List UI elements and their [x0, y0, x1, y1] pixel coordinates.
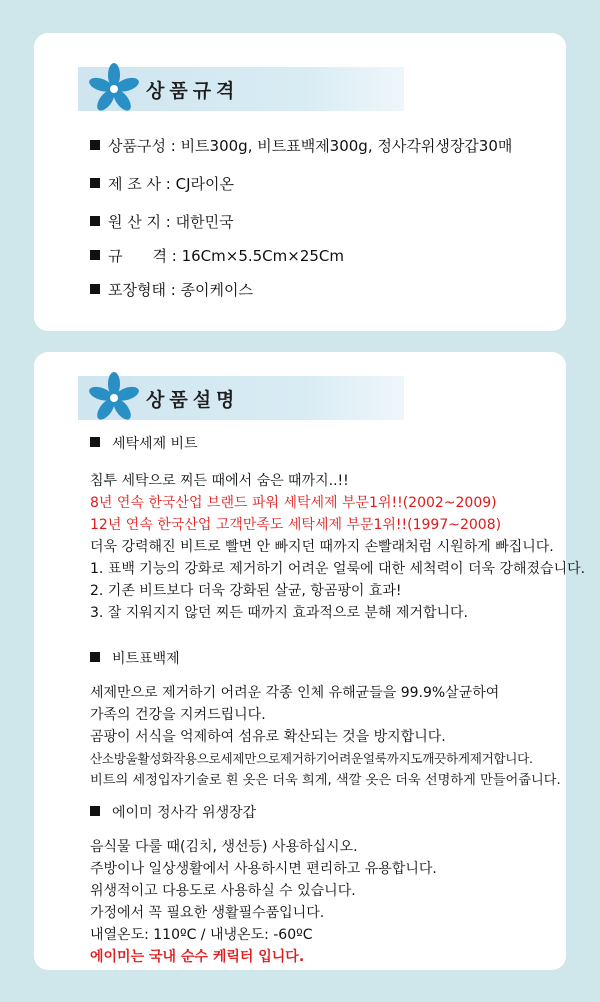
- product-desc-bleach: [90, 682, 561, 792]
- spec-row-composition: 상품구성 : 비트300g, 비트표백제300g, 정사각위생장갑30매: [90, 135, 512, 156]
- spec-label: 상품구성: [108, 137, 166, 155]
- desc-line: 가정에서 꼭 필요한 생활필수품입니다.: [90, 905, 325, 921]
- description-heading: [78, 376, 404, 420]
- spec-label: 원 산 지: [108, 213, 162, 231]
- product-name: 비트표백제: [112, 651, 180, 667]
- desc-line: 산소방울활성화작용으로세제만으로제거하기어려운얼룩까지도깨끗하게제거합니다.: [90, 751, 533, 766]
- spec-row-manufacturer: 제 조 사 : CJ라이온: [90, 173, 234, 194]
- flower-icon: [86, 370, 142, 426]
- desc-line: 3. 잘 지워지지 않던 찌든 때까지 효과적으로 분해 제거합니다.: [90, 605, 468, 621]
- description-title: 상품설명: [146, 389, 240, 411]
- spec-label: 규 격: [108, 247, 167, 265]
- flower-icon: [86, 61, 142, 117]
- desc-line: 비트의 세정입자기술로 흰 옷은 더욱 희게, 색깔 옷은 더욱 선명하게 만들어줍니다.: [90, 773, 561, 788]
- desc-line: 주방이나 일상생활에서 사용하시면 편리하고 유용합니다.: [90, 861, 437, 877]
- bullet-square-icon: [90, 652, 100, 662]
- product-name: 에이미 정사각 위생장갑: [112, 805, 257, 821]
- product-heading-gloves: [90, 802, 256, 822]
- desc-line-highlight: 에이미는 국내 순수 케릭터 입니다.: [90, 949, 305, 965]
- desc-line: 위생적이고 다용도로 사용하실 수 있습니다.: [90, 883, 356, 899]
- product-heading-bleach: [90, 648, 180, 668]
- desc-line: 가족의 건강을 지켜드립니다.: [90, 707, 266, 723]
- spec-row-size: 규 격 : 16Cm×5.5Cm×25Cm: [90, 245, 344, 266]
- spec-label: 제 조 사: [108, 175, 162, 193]
- product-desc-beat: [90, 470, 585, 624]
- desc-line: 침투 세탁으로 찌든 때에서 숨은 때까지..!!: [90, 473, 349, 489]
- spec-value: 비트300g, 비트표백제300g, 정사각위생장갑30매: [180, 137, 513, 155]
- product-name: 세탁세제 비트: [112, 436, 198, 452]
- spec-row-packaging: 포장형태 : 종이케이스: [90, 279, 253, 300]
- spec-label: 포장형태: [108, 281, 166, 299]
- bullet-square-icon: [90, 140, 100, 150]
- spec-value: CJ라이온: [175, 175, 234, 193]
- bullet-square-icon: [90, 250, 100, 260]
- desc-line: 더욱 강력해진 비트로 빨면 안 빠지던 때까지 손빨래처럼 시원하게 빠집니다.: [90, 539, 554, 555]
- bullet-square-icon: [90, 284, 100, 294]
- spec-row-origin: 원 산 지 : 대한민국: [90, 211, 234, 232]
- spec-title: 상품규격: [146, 80, 240, 102]
- spec-value: 16Cm×5.5Cm×25Cm: [181, 247, 344, 265]
- desc-line: 2. 기존 비트보다 더욱 강화된 살균, 항곰팡이 효과!: [90, 583, 402, 599]
- spec-card: [34, 33, 566, 331]
- desc-line: 곰팡이 서식을 억제하여 섬유로 확산되는 것을 방지합니다.: [90, 729, 446, 745]
- bullet-square-icon: [90, 437, 100, 447]
- description-card: [34, 352, 586, 970]
- desc-line: 세제만으로 제거하기 어려운 각종 인체 유해균들을 99.9%살균하여: [90, 685, 500, 701]
- desc-line: 내열온도: 110ºC / 내냉온도: -60ºC: [90, 927, 313, 943]
- desc-line: 1. 표백 기능의 강화로 제거하기 어려운 얼룩에 대한 세척력이 더욱 강해졌습니다.: [90, 561, 586, 577]
- spec-heading: [78, 67, 404, 111]
- desc-line-highlight: 12년 연속 한국산업 고객만족도 세탁세제 부문1위!!(1997~2008): [90, 517, 502, 533]
- desc-line-highlight: 8년 연속 한국산업 브랜드 파워 세탁세제 부문1위!!(2002~2009): [90, 495, 497, 511]
- desc-line: 음식물 다룰 때(김치, 생선등) 사용하십시오.: [90, 839, 358, 855]
- bullet-square-icon: [90, 806, 100, 816]
- spec-value: 대한민국: [175, 213, 234, 231]
- bullet-square-icon: [90, 178, 100, 188]
- product-heading-beat: [90, 433, 198, 453]
- spec-value: 종이케이스: [180, 281, 254, 299]
- product-desc-gloves: [90, 836, 437, 968]
- bullet-square-icon: [90, 216, 100, 226]
